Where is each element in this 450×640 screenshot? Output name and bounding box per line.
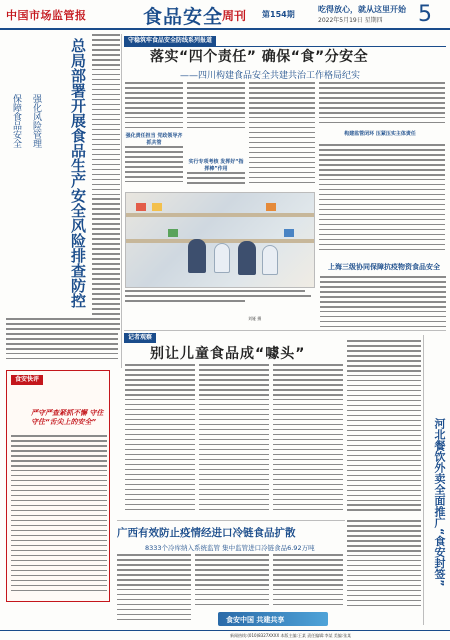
bottom-article-headline: 广西有效防止疫情经进口冷链食品扩散 — [117, 527, 296, 539]
column-divider — [121, 34, 122, 368]
promo-banner-label: 食安中国 共建共享 — [226, 616, 285, 624]
left-article-body-col-1 — [92, 34, 120, 334]
left-article-headline: 总局部署开展食品生产安全风险排查防控 — [69, 38, 87, 308]
left-article-subhead-1: 强化风险管理 — [31, 94, 41, 148]
bottom-article-body-col-3 — [273, 554, 343, 610]
photo-caption-placeholder — [125, 290, 315, 302]
masthead-slogan: 吃得放心，就从这里开始 — [318, 5, 406, 14]
middle-article-body-col-4 — [347, 340, 421, 514]
commentary-body — [11, 435, 107, 597]
section-frequency: 周刊 — [222, 9, 247, 23]
promo-banner — [218, 612, 328, 626]
left-article-headline-block — [4, 34, 89, 314]
bottom-article-body-col-2 — [195, 554, 269, 610]
middle-article-section-tag: 记者观察 — [124, 333, 156, 343]
top-article-body-col-4a — [319, 82, 445, 126]
commentary-title: 严守严查紧抓不懈 守住守住“舌尖上的安全” — [31, 409, 104, 426]
shanghai-article-body — [320, 276, 446, 330]
right-article-body — [347, 520, 421, 610]
publication-date: 2022年5月19日 星期四 — [318, 17, 383, 24]
bottom-article-body-col-1 — [117, 554, 191, 626]
issue-number: 第154期 — [262, 10, 295, 19]
footer-credits: 新闻热线:(010)8327XXXX 本版主编:王某 责任编辑:李某 美编:张某 — [230, 633, 352, 638]
inspection-photo — [125, 192, 315, 288]
bottom-article-subtitle: 8333个冷库纳入系统监管 集中监管进口冷链食品6.92万吨 — [145, 544, 315, 552]
section-divider — [124, 330, 446, 331]
left-article-body-bottom — [6, 318, 118, 362]
top-article-subhead-c: 构建监管闭环 压紧压实主体责任 — [344, 131, 416, 137]
top-article-subhead-b: 实行专项考核 发挥好“指挥棒”作用 — [188, 159, 244, 172]
middle-article-body-col-2 — [199, 364, 269, 514]
top-article-body-col-3 — [249, 82, 315, 190]
middle-article-body-col-3 — [273, 364, 343, 514]
left-article-subhead-2: 保障食品安全 — [11, 94, 21, 148]
bottom-section-divider — [117, 520, 345, 521]
page-number: 5 — [418, 2, 432, 27]
photo-credit: 刘娅 摄 — [248, 316, 262, 321]
top-article-section-tag: 守稳筑牢食品安全防线系列报道 — [124, 36, 216, 46]
middle-article-headline: 别让儿童食品成“噱头” — [150, 346, 306, 362]
top-article-body-col-1a — [125, 82, 183, 130]
shanghai-article-headline: 上海三级协同保障抗疫物资食品安全 — [328, 263, 440, 271]
newspaper-logo: 中国市场监管报 — [6, 9, 87, 22]
commentary-section-tag: 食安快评 — [11, 375, 43, 385]
top-article-body-col-2b — [187, 172, 245, 188]
top-article-headline: 落实“四个责任” 确保“食”分安全 — [150, 49, 369, 65]
top-article-subtitle: ——四川构建食品安全共建共治工作格局纪实 — [180, 71, 361, 81]
masthead — [0, 0, 450, 30]
middle-article-body-col-1 — [125, 364, 195, 514]
section-title: 食品安全 — [143, 6, 224, 28]
right-article-headline: 河北餐饮外卖全面推广“食安封签” — [433, 418, 446, 587]
top-article-body-col-1b — [125, 146, 183, 186]
commentary-box — [6, 370, 110, 602]
top-article-body-col-4b — [319, 144, 445, 254]
page-footer — [0, 630, 450, 640]
top-article-subhead-a: 强化责任担当 党政领导齐抓共管 — [125, 133, 183, 146]
top-article-body-col-2a — [187, 82, 245, 134]
